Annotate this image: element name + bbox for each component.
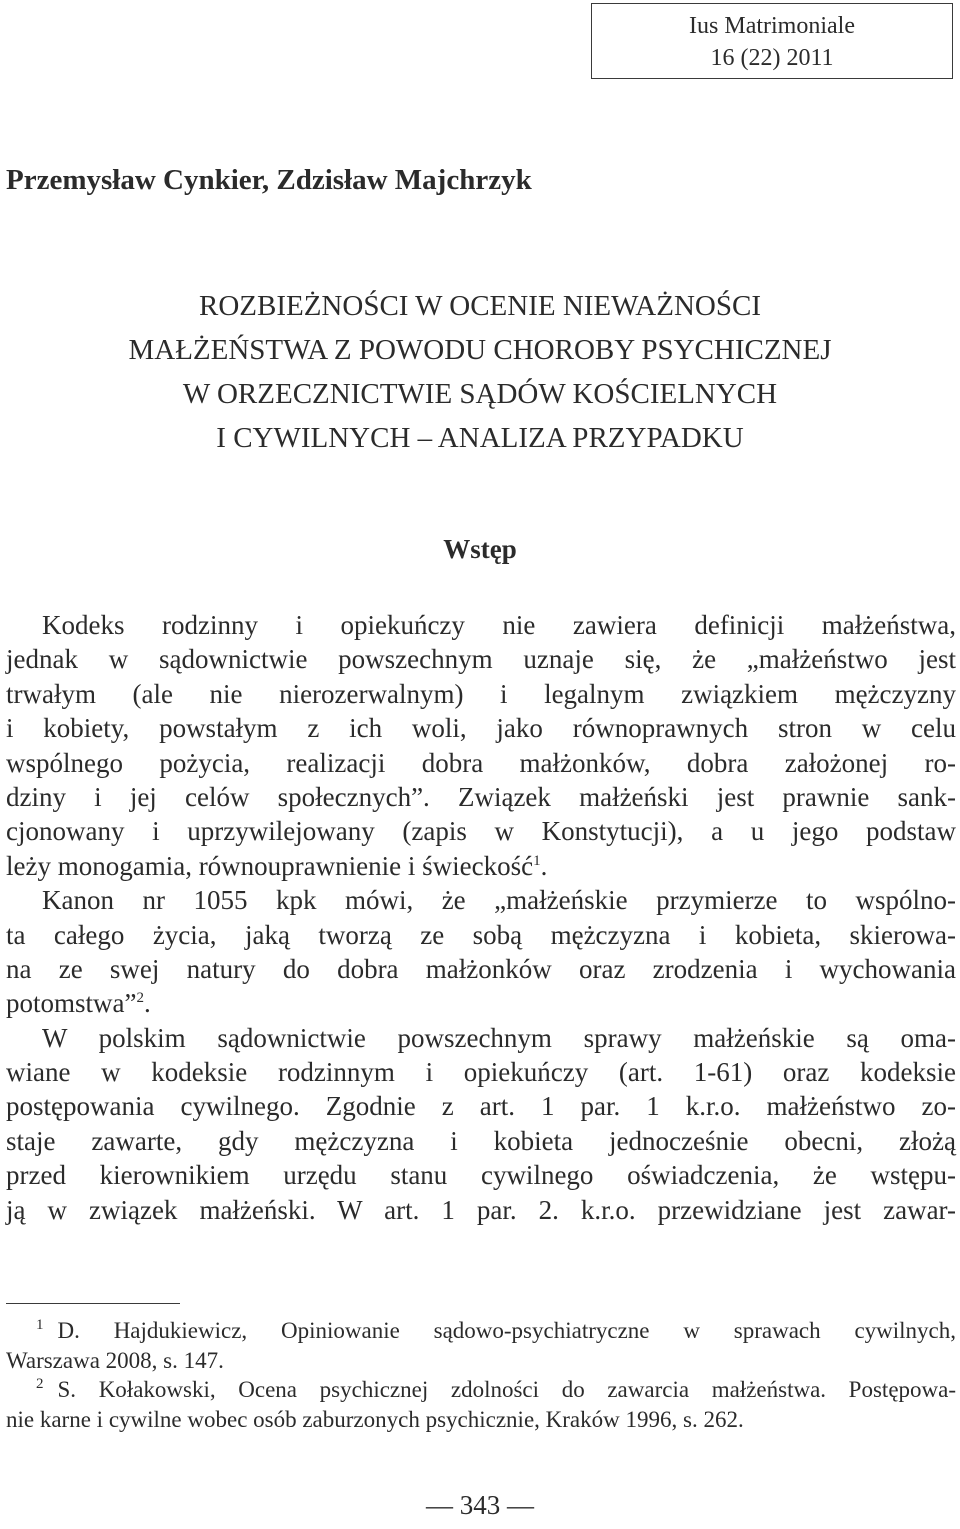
footnote-mark: 1 xyxy=(36,1317,44,1334)
body-line: Kodeks rodzinny i opiekuńczy nie zawiera definicji małżeństwa, xyxy=(42,610,956,640)
footnote-2 xyxy=(6,1375,956,1405)
footnote-mark: 2 xyxy=(36,1376,44,1393)
body-line: przed kierownikiem urzędu stanu cywilnego oświadczenia, że wstępu- xyxy=(6,1160,956,1191)
body-text: . xyxy=(143,988,151,1019)
journal-info-box xyxy=(591,3,953,79)
body-line: postępowania cywilnego. Zgodnie z art. 1 par. 1 k.r.o. małżeństwo zo- xyxy=(6,1091,956,1122)
footnote-ref[interactable]: 1 xyxy=(533,852,541,869)
title-line: W ORZECZNICTWIE SĄDÓW KOŚCIELNYCH xyxy=(182,378,778,410)
article-body xyxy=(6,608,956,1227)
body-line: ją w związek małżeński. W art. 1 par. 2. k.r.o. przewidziane jest zawar- xyxy=(6,1194,956,1225)
body-line: cjonowany i uprzywilejowany (zapis w Konstytucji), a u jego podstaw xyxy=(6,816,956,847)
footnote-1-cont: Warszawa 2008, s. 147. xyxy=(6,1347,224,1373)
footnote-2-cont: nie karne i cywilne wobec osób zaburzonych psychicznie, Kraków 1996, s. 262. xyxy=(6,1406,744,1432)
title-line: ROZBIEŻNOŚCI W OCENIE NIEWAŻNOŚCI xyxy=(199,290,761,322)
body-line: i kobiety, powstałym z ich woli, jako równoprawnych stron w celu xyxy=(6,713,956,744)
footnote-ref[interactable]: 2 xyxy=(136,990,144,1007)
body-line: trwałym (ale nie nierozerwalnym) i legalnym związkiem mężczyzny xyxy=(6,678,956,709)
body-line: jednak w sądownictwie powszechnym uznaje się, że „małżeństwo jest xyxy=(6,644,956,675)
body-text: leży monogamia, równouprawnienie i świeckość xyxy=(6,850,534,881)
body-line: Kanon nr 1055 kpk mówi, że „małżeńskie przymierze to wspólno- xyxy=(42,885,956,916)
body-line: W polskim sądownictwie powszechnym sprawy małżeńskie są oma- xyxy=(42,1022,956,1053)
footnote-text: S. Kołakowski, Ocena psychicznej zdolności do zawarcia małżeństwa. Postępowa- xyxy=(57,1377,956,1402)
body-line xyxy=(6,849,956,883)
body-line xyxy=(6,986,956,1020)
body-line: dziny i jej celów społecznych”. Związek małżeński jest prawnie sank- xyxy=(6,781,956,812)
body-line: na ze swej natury do dobra małżonków oraz zrodzenia i wychowania xyxy=(6,953,956,984)
footnotes xyxy=(6,1316,956,1434)
section-heading: Wstęp xyxy=(443,534,517,564)
footnote-1 xyxy=(6,1316,956,1346)
page-number: — 343 — xyxy=(426,1490,534,1520)
body-line: wspólnego pożycia, realizacji dobra małżonków, dobra założonej ro- xyxy=(6,747,956,778)
body-line: ta całego życia, jaką tworzą ze sobą mężczyzna i kobieta, skierowa- xyxy=(6,919,956,950)
body-line: staje zawarte, gdy mężczyzna i kobieta jednocześnie obecni, złożą xyxy=(6,1125,956,1156)
footnote-text: D. Hajdukiewicz, Opiniowanie sądowo-psychiatryczne w sprawach cywilnych, xyxy=(57,1318,956,1343)
title-line: I CYWILNYCH – ANALIZA PRZYPADKU xyxy=(216,422,744,454)
body-text: . xyxy=(540,850,548,881)
title-line: MAŁŻEŃSTWA Z POWODU CHOROBY PSYCHICZNEJ xyxy=(128,334,832,366)
article-authors: Przemysław Cynkier, Zdzisław Majchrzyk xyxy=(6,164,532,196)
journal-issue: 16 (22) 2011 xyxy=(710,45,834,71)
body-line: wiane w kodeksie rodzinnym i opiekuńczy (art. 1-61) oraz kodeksie xyxy=(6,1057,956,1088)
article-title xyxy=(0,284,960,460)
body-text: potomstwa” xyxy=(6,988,137,1019)
footnote-divider xyxy=(6,1303,180,1304)
journal-name: Ius Matrimoniale xyxy=(689,13,855,39)
